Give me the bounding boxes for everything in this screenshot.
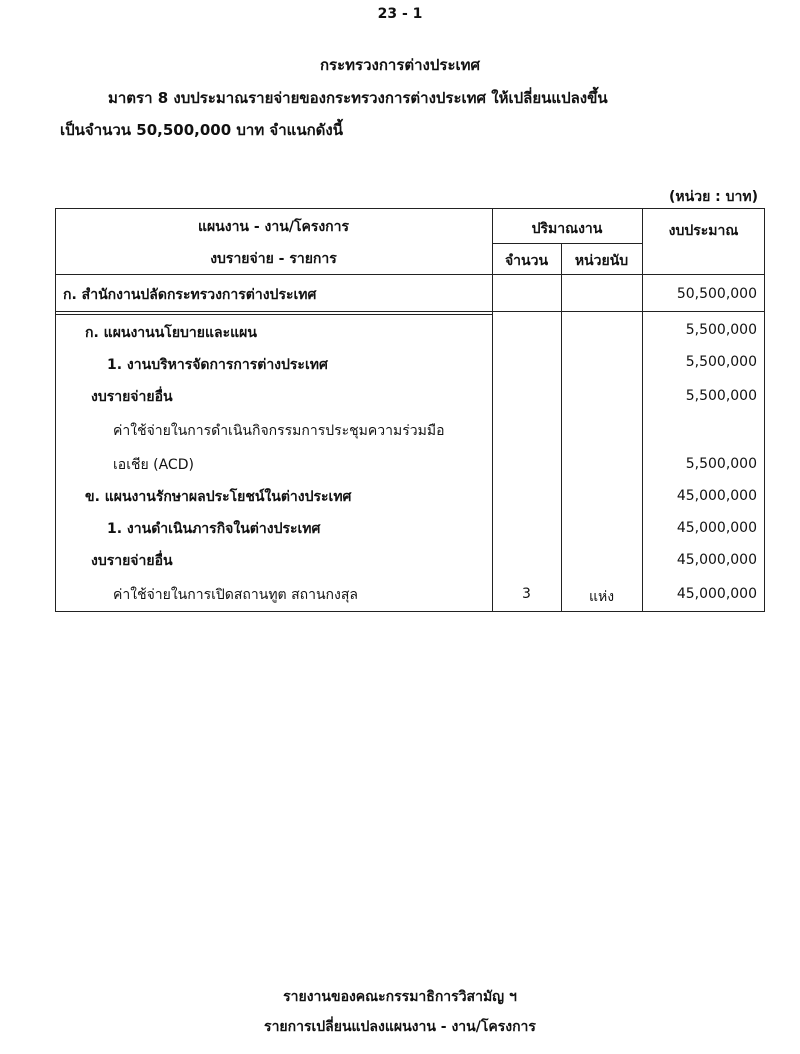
row-embassy-budget: 45,000,000 xyxy=(676,586,757,602)
header-plan-line1: แผนงาน - งาน/โครงการ xyxy=(197,219,350,235)
row-embassy-label: ค่าใช้จ่ายในการเปิดสถานทูต สถานกงสุล xyxy=(113,587,358,603)
divider-office-row-double xyxy=(55,314,492,315)
total-amount-line: เป็นจำนวน 50,500,000 บาท จำแนกดังนี้ xyxy=(60,121,343,139)
divider-budget-left xyxy=(642,208,643,612)
ministry-title: กระทรวงการต่างประเทศ xyxy=(319,56,481,74)
row-other-expense-budget: 5,500,000 xyxy=(685,388,757,404)
row-acd-budget: 5,500,000 xyxy=(685,456,757,472)
divider-office-row xyxy=(55,311,765,312)
row-plan-a-budget: 5,500,000 xyxy=(685,322,757,338)
row-task-b1-budget: 45,000,000 xyxy=(676,520,757,536)
budget-table xyxy=(55,208,765,612)
row-other-expense-b-budget: 45,000,000 xyxy=(676,552,757,568)
row-acd-label: เอเชีย (ACD) xyxy=(113,457,194,473)
divider-qty-unit xyxy=(561,243,562,612)
row-embassy-qty: 3 xyxy=(522,586,531,602)
header-quantity: ปริมาณงาน xyxy=(531,221,603,237)
header-quantity-amount: จำนวน xyxy=(504,253,549,269)
row-embassy-unit: แห่ง xyxy=(588,589,615,605)
page-number: 23 - 1 xyxy=(377,6,423,22)
row-plan-b-budget: 45,000,000 xyxy=(676,488,757,504)
row-task-1-label: 1. งานบริหารจัดการการต่างประเทศ xyxy=(107,357,328,373)
row-other-expense-b-label: งบรายจ่ายอื่น xyxy=(91,553,173,569)
row-task-1-budget: 5,500,000 xyxy=(685,354,757,370)
row-other-expense-label: งบรายจ่ายอื่น xyxy=(91,389,173,405)
row-plan-a-label: ก. แผนงานนโยบายและแผน xyxy=(85,325,257,341)
header-plan-line2: งบรายจ่าย - รายการ xyxy=(210,251,337,267)
row-acd-expense-label: ค่าใช้จ่ายในการดำเนินกิจกรรมการประชุมความร่วมมือ xyxy=(113,423,445,439)
footer-report-subtitle: รายการเปลี่ยนแปลงแผนงาน - งาน/โครงการ xyxy=(264,1019,536,1035)
header-budget: งบประมาณ xyxy=(668,223,739,239)
divider-qty-header xyxy=(492,243,642,244)
section-heading: มาตรา 8 งบประมาณรายจ่ายของกระทรวงการต่างประเทศ ให้เปลี่ยนแปลงขึ้น xyxy=(108,89,608,107)
row-task-b1-label: 1. งานดำเนินภารกิจในต่างประเทศ xyxy=(107,521,321,537)
row-plan-b-label: ข. แผนงานรักษาผลประโยชน์ในต่างประเทศ xyxy=(85,489,352,505)
unit-note: (หน่วย : บาท) xyxy=(669,189,758,205)
office-row-label: ก. สำนักงานปลัดกระทรวงการต่างประเทศ xyxy=(63,287,317,303)
header-quantity-unit: หน่วยนับ xyxy=(574,253,629,269)
footer-report-title: รายงานของคณะกรรมาธิการวิสามัญ ฯ xyxy=(283,989,517,1005)
divider-header-bottom xyxy=(55,274,765,275)
office-row-budget: 50,500,000 xyxy=(676,286,757,302)
